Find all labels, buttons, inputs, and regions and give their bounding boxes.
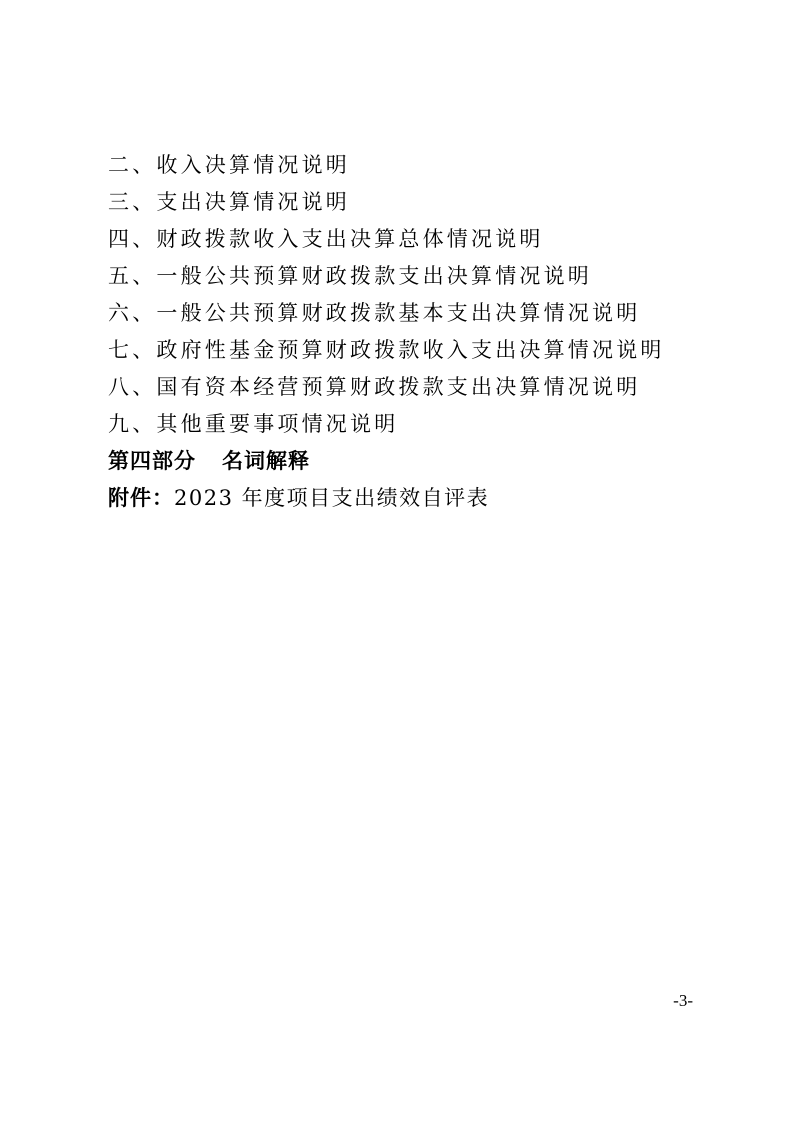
appendix-title: 2023 年度项目支出绩效自评表 — [174, 486, 490, 510]
appendix-line — [108, 480, 708, 517]
appendix-label: 附件： — [108, 486, 174, 510]
table-of-contents — [108, 147, 708, 517]
part-four-heading — [108, 443, 708, 480]
toc-item-fiscal-appropriation-overall: 四、财政拨款收入支出决算总体情况说明 — [108, 227, 544, 251]
toc-item-expenditure-explanation: 三、支出决算情况说明 — [108, 190, 350, 214]
toc-item-other-matters: 九、其他重要事项情况说明 — [108, 412, 399, 436]
toc-item-government-fund-budget: 七、政府性基金预算财政拨款收入支出决算情况说明 — [108, 338, 665, 362]
part-four-prefix: 第四部分 — [108, 449, 196, 473]
toc-item-state-capital-budget: 八、国有资本经营预算财政拨款支出决算情况说明 — [108, 375, 641, 399]
page-number: -3- — [673, 991, 693, 1010]
toc-item-general-budget-basic-expenditure: 六、一般公共预算财政拨款基本支出决算情况说明 — [108, 301, 641, 325]
toc-item-income-explanation: 二、收入决算情况说明 — [108, 153, 350, 177]
toc-item-general-budget-expenditure: 五、一般公共预算财政拨款支出决算情况说明 — [108, 264, 592, 288]
part-four-name: 名词解释 — [222, 449, 310, 473]
